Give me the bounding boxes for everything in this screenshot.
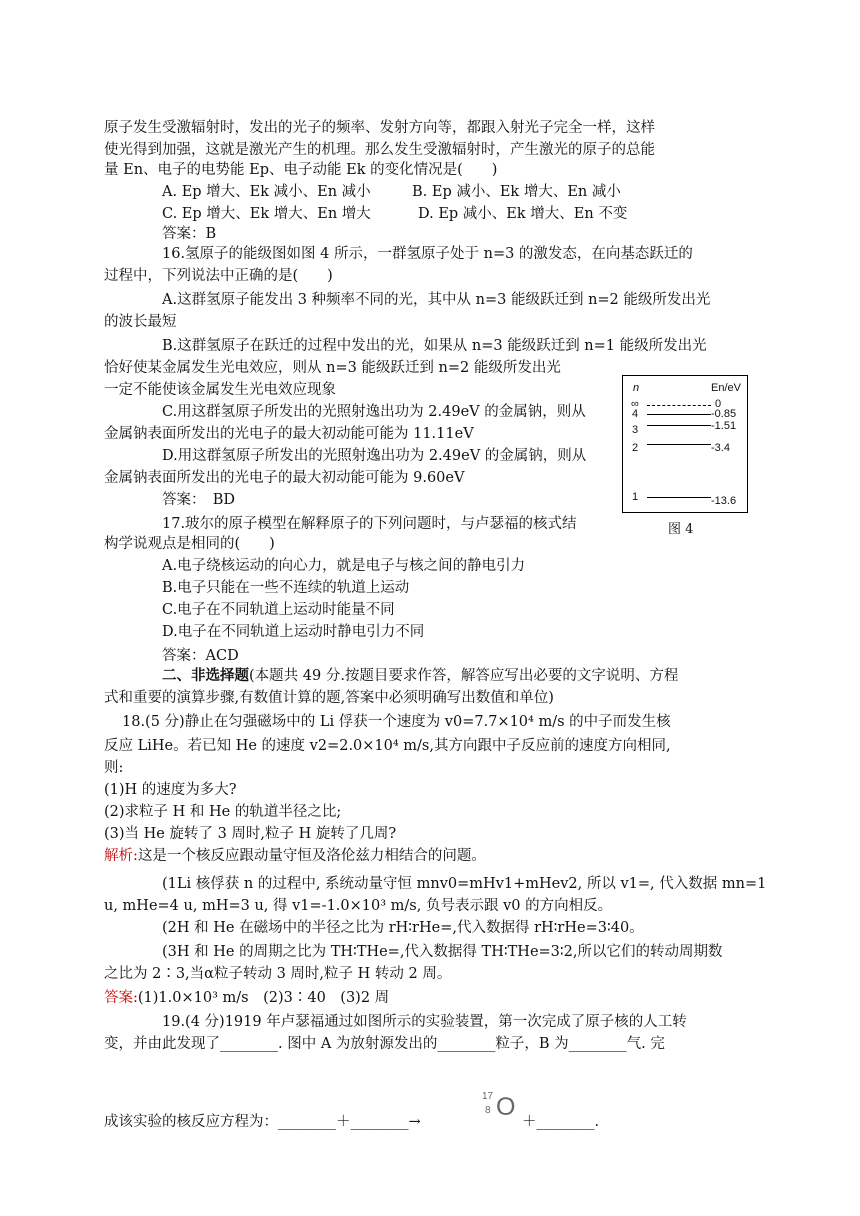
answer-17: 答案：ACD (162, 648, 239, 664)
level-line (647, 414, 711, 415)
q18-sub-2: (2)求粒子 H 和 He 的轨道半径之比; (104, 804, 342, 820)
q18-line-2: 反应 LiHe。若已知 He 的速度 v2=2.0×10⁴ m/s,其方向跟中子反应前的速度方向相同, (104, 738, 671, 754)
level-line (647, 425, 711, 426)
q19-line-3a: 成该实验的核反应方程为：________＋________→ (104, 1114, 421, 1130)
level-energy: -3.4 (711, 442, 730, 454)
q18-line-1: 18.(5 分)静止在匀强磁场中的 Li 俘获一个速度为 v0=7.7×10⁴ m/s 的中子而发生核 (122, 714, 671, 730)
q16-option-b-1: B.这群氢原子在跃迁的过程中发出的光，如果从 n=3 能级跃迁到 n=1 能级所发出光 (162, 338, 707, 354)
intro-line-3: 量 En、电子的电势能 Ep、电子动能 Ek 的变化情况是( ) (104, 162, 498, 178)
n-axis-label: n (633, 382, 640, 394)
section-instructions-2: 式和重要的演算步骤,有数值计算的题,答案中必须明确写出数值和单位) (104, 690, 554, 706)
q16-option-a-1: A.这群氢原子能发出 3 种频率不同的光，其中从 n=3 能级跃迁到 n=2 能级所发出光 (162, 292, 711, 308)
option-c: C. Ep 增大、Ek 增大、En 增大 (162, 206, 371, 222)
option-b: B. Ep 减小、Ek 增大、En 减小 (412, 184, 621, 200)
solution-part-3b: 之比为 2∶3,当α粒子转动 3 周时,粒子 H 转动 2 周。 (104, 966, 452, 982)
q16-option-d-2: 金属钠表面所发出的光电子的最大初动能可能为 9.60eV (104, 470, 465, 486)
q17-line-2: 构学说观点是相同的( ) (104, 536, 275, 552)
q17-option-b: B.电子只能在一些不连续的轨道上运动 (162, 580, 410, 596)
q17-line-1: 17.玻尔的原子模型在解释原子的下列问题时，与卢瑟福的核式结 (162, 516, 577, 532)
q16-option-c-1: C.用这群氢原子所发出的光照射逸出功为 2.49eV 的金属钠，则从 (162, 404, 586, 420)
level-line (647, 497, 711, 498)
q16-line-1: 16.氢原子的能级图如图 4 所示，一群氢原子处于 n=3 的激发态，在向基态跃迁的 (162, 246, 693, 262)
level-n: 4 (632, 408, 639, 420)
solution-text: 这是一个核反应跟动量守恒及洛伦兹力相结合的问题。 (137, 848, 486, 864)
figure-caption: 图 4 (668, 522, 694, 537)
q17-option-a: A.电子绕核运动的向心力，就是电子与核之间的静电引力 (162, 558, 526, 574)
level-line (647, 405, 711, 406)
energy-level-diagram (622, 375, 748, 513)
q18-line-3: 则: (104, 760, 124, 776)
level-energy: -1.51 (711, 420, 737, 432)
q19-line-1: 19.(4 分)1919 年卢瑟福通过如图所示的实验装置，第一次完成了原子核的人工转 (162, 1014, 687, 1030)
answer-16: 答案： BD (162, 492, 236, 508)
level-n: 1 (632, 491, 639, 503)
q19-line-2: 变，并由此发现了________. 图中 A 为放射源发出的________粒子，B 为________气. 完 (104, 1036, 665, 1052)
q16-option-b-3: 一定不能使该金属发生光电效应现象 (104, 382, 336, 398)
q16-option-c-2: 金属钠表面所发出的光电子的最大初动能可能为 11.11eV (104, 426, 474, 442)
q16-option-a-2: 的波长最短 (104, 314, 177, 330)
answer-label: 答案: (104, 990, 138, 1006)
q17-option-c: C.电子在不同轨道上运动时能量不同 (162, 602, 395, 618)
q18-sub-1: (1)H 的速度为多大? (104, 782, 237, 798)
solution-part-3a: (3H 和 He 的周期之比为 TH∶THe=,代入数据得 TH∶THe=3∶2,所以它们的转动周期数 (162, 944, 723, 960)
mass-number: 17 (482, 1091, 494, 1102)
solution-part-1a: (1Li 核俘获 n 的过程中, 系统动量守恒 mnv0=mHv1+mHev2, 所以 v1=, 代入数据 mn=1 (162, 876, 767, 892)
level-energy: -0.85 (711, 408, 737, 420)
atomic-number: 8 (485, 1105, 491, 1116)
level-energy: -13.6 (711, 495, 737, 507)
intro-line-2: 使光得到加强，这就是激光产生的机理。那么发生受激辐射时，产生激光的原子的总能 (104, 142, 655, 158)
q18-sub-3: (3)当 He 旋转了 3 周时,粒子 H 旋转了几周? (104, 826, 397, 842)
q16-option-d-1: D.用这群氢原子所发出的光照射逸出功为 2.49eV 的金属钠，则从 (162, 448, 587, 464)
section-instructions: (本题共 49 分.按题目要求作答，解答应写出必要的文字说明、方程 (249, 668, 679, 684)
q18-solution-intro (104, 846, 486, 866)
level-n: ∞ (631, 398, 639, 410)
level-energy: 0 (715, 398, 722, 410)
option-d: D. Ep 减小、Ek 增大、En 不变 (418, 206, 628, 222)
q19-line-3b: ＋________. (522, 1114, 600, 1130)
oxygen-isotope-symbol (482, 1091, 518, 1127)
solution-part-1b: u, mHe=4 u, mH=3 u, 得 v1=-1.0×10³ m/s, 负号表示跟 v0 的方向相反。 (104, 898, 613, 914)
answer-15: 答案：B (162, 226, 217, 242)
q16-line-2: 过程中，下列说法中正确的是( ) (104, 268, 333, 284)
q16-option-b-2: 恰好使某金属发生光电效应，则从 n=3 能级跃迁到 n=2 能级所发出光 (104, 360, 561, 376)
element-symbol: O (496, 1093, 516, 1121)
solution-label: 解析: (104, 848, 138, 864)
level-n: 2 (632, 442, 639, 454)
level-line (647, 444, 711, 445)
answer-text: (1)1.0×10³ m/s (2)3∶40 (3)2 周 (137, 990, 390, 1006)
section-title: 二、非选择题 (162, 667, 249, 684)
intro-line-1: 原子发生受激辐射时，发出的光子的频率、发射方向等，都跟入射光子完全一样，这样 (104, 120, 655, 136)
q17-option-d: D.电子在不同轨道上运动时静电引力不同 (162, 624, 425, 640)
option-a: A. Ep 增大、Ek 减小、En 减小 (162, 184, 371, 200)
level-n: 3 (632, 424, 639, 436)
section-heading (162, 666, 678, 686)
energy-axis-label: En/eV (711, 382, 741, 394)
q18-answer (104, 988, 389, 1008)
solution-part-2: (2H 和 He 在磁场中的半径之比为 rH∶rHe=,代入数据得 rH∶rHe=3∶40。 (162, 920, 644, 936)
